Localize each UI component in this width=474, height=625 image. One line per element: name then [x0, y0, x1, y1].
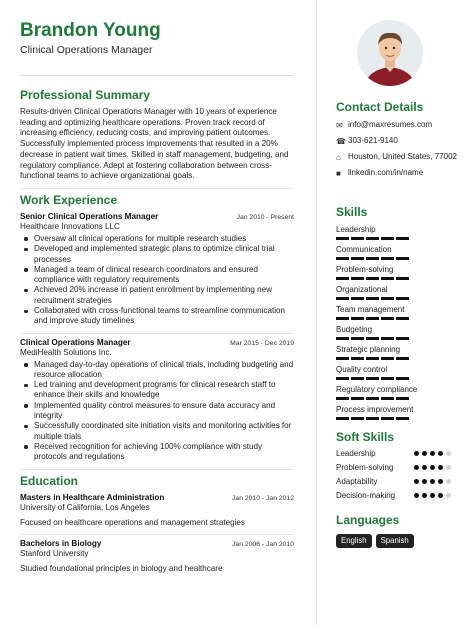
- contact-phone[interactable]: 303-621-9140: [348, 136, 398, 145]
- skill-label: Leadership: [336, 225, 376, 234]
- skill-level-segment: [396, 357, 409, 360]
- skill-level-bar: [336, 297, 436, 300]
- education-note: Focused on healthcare operations and management strategies: [20, 517, 245, 527]
- rating-dot: [422, 479, 427, 484]
- job-entry: [20, 212, 294, 327]
- skill-level-segment: [366, 297, 379, 300]
- skill-level-segment: [351, 397, 364, 400]
- skill-level-segment: [396, 257, 409, 260]
- skill-level-segment: [351, 257, 364, 260]
- skill-item: [336, 345, 436, 360]
- skill-level-segment: [381, 237, 394, 240]
- soft-skill-item: [336, 448, 451, 459]
- rating-dot: [422, 493, 427, 498]
- skill-item: [336, 225, 436, 240]
- skill-level-segment: [366, 277, 379, 280]
- skill-level-segment: [381, 417, 394, 420]
- skill-level-bar: [336, 377, 436, 380]
- bullet-item: Achieved 20% increase in patient enrollment by implementing new recruitment strategies: [20, 285, 294, 306]
- skill-level-segment: [336, 397, 349, 400]
- phone-icon: ☎: [336, 137, 346, 146]
- skill-level-segment: [381, 297, 394, 300]
- skill-level-segment: [336, 297, 349, 300]
- skill-level-bar: [336, 397, 436, 400]
- education-heading: Education: [20, 473, 79, 488]
- skill-level-segment: [336, 257, 349, 260]
- rating-dot: [430, 493, 435, 498]
- education-section: [20, 474, 294, 574]
- skill-level-segment: [381, 257, 394, 260]
- education-date: Jan 2006 - Jan 2010: [232, 540, 294, 548]
- education-divider: [20, 534, 293, 535]
- languages-section: [336, 513, 456, 548]
- skill-label: Strategic planning: [336, 345, 401, 354]
- soft-skills-heading: Soft Skills: [336, 430, 395, 444]
- rating-dot: [414, 451, 419, 456]
- school-name: University of California, Los Angeles: [20, 502, 150, 512]
- rating-dot: [438, 479, 443, 484]
- skill-label: Organizational: [336, 285, 388, 294]
- skill-label: Regulatory compliance: [336, 385, 418, 394]
- education-note: Studied foundational principles in biology and healthcare: [20, 563, 223, 573]
- skill-item: [336, 325, 436, 340]
- rating-dot: [446, 465, 451, 470]
- experience-section: [20, 193, 294, 463]
- skill-level-segment: [396, 397, 409, 400]
- rating-dot: [414, 493, 419, 498]
- skill-level-bar: [336, 257, 436, 260]
- skills-heading: Skills: [336, 205, 368, 219]
- skill-level-segment: [336, 377, 349, 380]
- rating-dot: [422, 451, 427, 456]
- bullet-item: Managed day-to-day operations of clinical trials, including budgeting and resource allocation: [20, 360, 294, 381]
- home-icon: ⌂: [336, 153, 341, 162]
- skill-level-bar: [336, 317, 436, 320]
- skill-level-segment: [351, 337, 364, 340]
- skill-level-segment: [381, 317, 394, 320]
- job-role: Senior Clinical Operations Manager: [20, 211, 159, 221]
- contact-address: Houston, United States, 77002: [348, 152, 457, 161]
- education-date: Jan 2010 - Jan 2012: [232, 494, 294, 502]
- skill-label: Process improvement: [336, 405, 414, 414]
- skill-level-segment: [366, 257, 379, 260]
- skill-level-bar: [336, 277, 436, 280]
- job-bullets: [20, 234, 294, 327]
- skill-level-segment: [336, 237, 349, 240]
- contact-section: [336, 100, 466, 179]
- person-avatar-icon: [357, 20, 423, 86]
- rating-dot: [414, 479, 419, 484]
- bullet-item: Received recognition for achieving 100% compliance with study protocols and regulations: [20, 442, 294, 463]
- skill-level-segment: [351, 237, 364, 240]
- skill-label: Quality control: [336, 365, 388, 374]
- candidate-title: Clinical Operations Manager: [20, 44, 153, 56]
- skill-level-segment: [351, 377, 364, 380]
- candidate-name: Brandon Young: [20, 20, 161, 41]
- language-chip: Spanish: [376, 534, 414, 548]
- contact-email[interactable]: info@maxresumes.com: [348, 120, 433, 129]
- skill-level-segment: [366, 397, 379, 400]
- header-divider: [20, 75, 293, 76]
- rating-dot: [446, 493, 451, 498]
- languages-heading: Languages: [336, 513, 400, 527]
- contact-linkedin[interactable]: linkedin.com/in/name: [348, 168, 424, 177]
- skill-item: [336, 305, 436, 320]
- skill-label: Problem-solving: [336, 265, 394, 274]
- language-chip: English: [336, 534, 372, 548]
- profile-photo: [357, 20, 423, 86]
- soft-skill-rating: [414, 451, 451, 456]
- skill-level-segment: [366, 337, 379, 340]
- skills-section: [336, 205, 436, 420]
- skill-item: [336, 245, 436, 260]
- soft-skill-label: Leadership: [336, 449, 376, 458]
- rating-dot: [438, 451, 443, 456]
- soft-skill-rating: [414, 479, 451, 484]
- contact-linkedin-row: [336, 168, 466, 179]
- skill-level-segment: [381, 277, 394, 280]
- contact-phone-row: [336, 136, 466, 147]
- skill-label: Budgeting: [336, 325, 373, 334]
- rating-dot: [446, 451, 451, 456]
- education-entry: [20, 493, 294, 528]
- soft-skill-label: Decision-making: [336, 491, 396, 500]
- soft-skill-item: [336, 476, 451, 487]
- skill-level-bar: [336, 417, 436, 420]
- job-bullets: [20, 360, 294, 463]
- rating-dot: [446, 479, 451, 484]
- job-role: Clinical Operations Manager: [20, 337, 131, 347]
- school-name: Stanford University: [20, 548, 89, 558]
- skill-level-segment: [336, 317, 349, 320]
- soft-skill-label: Adaptability: [336, 477, 378, 486]
- skill-level-segment: [396, 337, 409, 340]
- skill-level-segment: [366, 237, 379, 240]
- soft-skill-label: Problem-solving: [336, 463, 394, 472]
- skill-level-segment: [396, 297, 409, 300]
- contact-address-row: [336, 152, 466, 163]
- rating-dot: [414, 465, 419, 470]
- skill-level-segment: [381, 377, 394, 380]
- skill-level-segment: [381, 397, 394, 400]
- skill-item: [336, 405, 436, 420]
- envelope-icon: ✉: [336, 121, 343, 130]
- bullet-item: Managed a team of clinical research coordinators and ensured compliance with regulatory requirements: [20, 265, 294, 286]
- job-divider: [20, 333, 293, 334]
- job-organization: Healthcare Innovations LLC: [20, 221, 120, 231]
- summary-section: [20, 88, 294, 182]
- summary-text: Results-driven Clinical Operations Manager with 10 years of experience leading and optimizing healthcare operations. Proven track record of increasing efficiency, reducing costs, and improving patient outcomes. Successfully implemented process improvements that resulted in a 20% decrease in patient wait times. Skilled in staff management, budgeting, and regulatory compliance. Adept at fostering collaboration between cross-functional teams to achieve organizational goals.: [20, 107, 289, 181]
- degree-name: Masters in Healthcare Administration: [20, 492, 165, 502]
- skill-level-segment: [381, 337, 394, 340]
- skill-level-segment: [366, 317, 379, 320]
- skill-item: [336, 385, 436, 400]
- bullet-item: Implemented quality control measures to ensure data accuracy and integrity: [20, 401, 294, 422]
- job-date: Mar 2015 - Dec 2019: [230, 339, 294, 347]
- bullet-item: Developed and implemented strategic plans to optimize clinical trial processes: [20, 244, 294, 265]
- skill-level-segment: [366, 377, 379, 380]
- skill-level-segment: [351, 277, 364, 280]
- contact-email-row: [336, 120, 466, 131]
- section-divider: [20, 188, 293, 189]
- skill-level-segment: [351, 417, 364, 420]
- skill-level-segment: [351, 317, 364, 320]
- skill-level-segment: [336, 337, 349, 340]
- linkedin-icon: ■: [336, 169, 341, 178]
- rating-dot: [430, 451, 435, 456]
- skill-level-segment: [396, 237, 409, 240]
- soft-skill-rating: [414, 465, 451, 470]
- bullet-item: Oversaw all clinical operations for multiple research studies: [20, 234, 294, 244]
- job-entry: [20, 338, 294, 463]
- bullet-item: Successfully coordinated site initiation visits and monitoring activities for multiple trials: [20, 421, 294, 442]
- contact-heading: Contact Details: [336, 100, 424, 114]
- skill-level-bar: [336, 237, 436, 240]
- rating-dot: [438, 465, 443, 470]
- skill-item: [336, 285, 436, 300]
- rating-dot: [422, 465, 427, 470]
- skill-level-bar: [336, 357, 436, 360]
- skill-level-segment: [366, 417, 379, 420]
- section-divider: [20, 469, 293, 470]
- skill-level-segment: [336, 277, 349, 280]
- rating-dot: [438, 493, 443, 498]
- skill-level-segment: [351, 297, 364, 300]
- skill-level-segment: [336, 357, 349, 360]
- degree-name: Bachelors in Biology: [20, 538, 102, 548]
- summary-heading: Professional Summary: [20, 88, 151, 102]
- skill-label: Team management: [336, 305, 405, 314]
- job-date: Jan 2010 - Present: [236, 213, 294, 221]
- skill-item: [336, 365, 436, 380]
- soft-skill-rating: [414, 493, 451, 498]
- soft-skills-section: [336, 430, 451, 501]
- sidebar-column: [317, 0, 474, 625]
- bullet-item: Led training and development programs for clinical research staff to enhance their skills and knowledge: [20, 380, 294, 401]
- skill-level-segment: [366, 357, 379, 360]
- skill-item: [336, 265, 436, 280]
- skill-level-segment: [396, 417, 409, 420]
- skill-level-bar: [336, 337, 436, 340]
- skill-level-segment: [396, 277, 409, 280]
- skill-level-segment: [336, 417, 349, 420]
- skill-level-segment: [396, 377, 409, 380]
- bullet-item: Collaborated with cross-functional teams to streamline communication and improve study timelines: [20, 306, 294, 327]
- education-entry: [20, 539, 294, 574]
- job-organization: MediHealth Solutions Inc.: [20, 347, 112, 357]
- skill-level-segment: [351, 357, 364, 360]
- skill-level-segment: [396, 317, 409, 320]
- rating-dot: [430, 465, 435, 470]
- soft-skill-item: [336, 462, 451, 473]
- soft-skill-item: [336, 490, 451, 501]
- skill-level-segment: [381, 357, 394, 360]
- skill-label: Communication: [336, 245, 392, 254]
- rating-dot: [430, 479, 435, 484]
- experience-heading: Work Experience: [20, 192, 118, 207]
